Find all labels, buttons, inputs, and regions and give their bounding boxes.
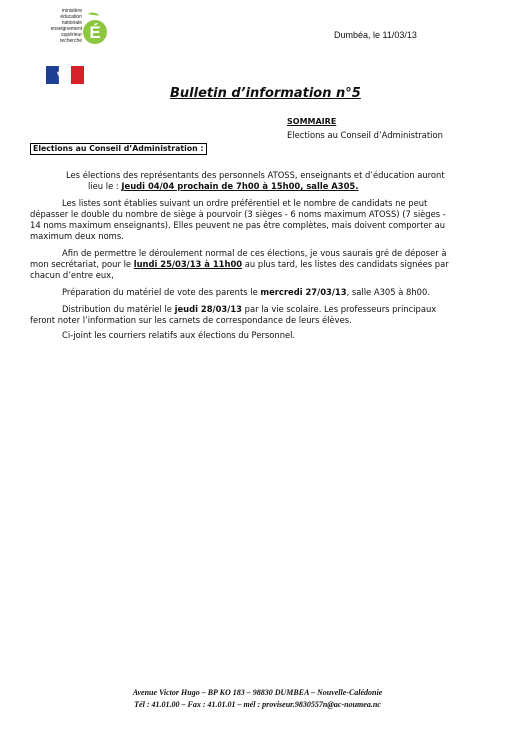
- body-line: Les listes sont établies suivant un ordre préférentiel et le nombre de candidats ne peut: [62, 198, 428, 208]
- sommaire-item: Elections au Conseil d’Administration: [287, 130, 443, 140]
- ministry-line: ministère: [61, 8, 82, 14]
- body-line: feront noter l’information sur les carnets de correspondance de leurs élèves.: [30, 315, 352, 325]
- ministry-line: éducation: [60, 14, 82, 20]
- logo-letter: É: [89, 23, 101, 42]
- footer-contact: Tél : 41.01.00 – Fax : 41.01.01 – mél : proviseur.9830557n@ac-noumea.nc: [134, 700, 381, 709]
- ministry-logo: [38, 8, 108, 83]
- body-text: mon secrétariat, pour le: [30, 259, 134, 269]
- body-line: 14 noms maximum enseignants). Elles peuvent ne pas être complètes, mais doivent comporter au: [30, 220, 446, 230]
- republic-flag-icon: [46, 66, 84, 84]
- body-line: [62, 304, 436, 315]
- body-line: [88, 181, 358, 192]
- ministry-text: [38, 8, 82, 44]
- body-line: Afin de permettre le déroulement normal de ces élections, je vous saurais gré de déposer à: [62, 248, 447, 258]
- footer-address: Avenue Victor Hugo – BP KO 183 – 98830 DUMBEA – Nouvelle-Calédonie: [132, 688, 383, 697]
- body-line: Les élections des représentants des personnels ATOSS, enseignants et d’éducation auront: [66, 170, 445, 180]
- body-text: lieu le :: [88, 181, 122, 191]
- body-line: chacun d’entre eux,: [30, 270, 114, 280]
- ministry-line: supérieur: [61, 32, 82, 38]
- date-highlight: jeudi 28/03/13: [174, 304, 242, 314]
- ministry-line: nationale: [61, 20, 82, 26]
- page-title: Bulletin d’information n°5: [170, 86, 361, 101]
- body-line: maximum deux noms.: [30, 231, 124, 241]
- body-line: Ci-joint les courriers relatifs aux élections du Personnel.: [62, 330, 296, 340]
- section-title: Elections au Conseil d’Administration :: [30, 143, 207, 155]
- ministry-line: enseignement: [50, 26, 82, 32]
- sommaire-heading: SOMMAIRE: [287, 117, 337, 126]
- body-text: Préparation du matériel de vote des parents le: [62, 287, 261, 297]
- document-date: Dumbéa, le 11/03/13: [334, 30, 417, 40]
- body-text: Distribution du matériel le: [62, 304, 175, 314]
- education-e-logo-icon: [82, 12, 108, 46]
- body-line: [30, 259, 449, 270]
- body-line: [62, 287, 430, 298]
- deadline-highlight: lundi 25/03/13 à 11h00: [133, 259, 243, 269]
- date-highlight: mercredi 27/03/13: [260, 287, 347, 297]
- vote-date-highlight: Jeudi 04/04 prochain de 7h00 à 15h00, salle A305.: [121, 181, 359, 191]
- body-text: par la vie scolaire. Les professeurs principaux: [241, 304, 437, 314]
- body-text: , salle A305 à 8h00.: [346, 287, 430, 297]
- ministry-line: recherche: [59, 38, 82, 44]
- body-line: dépasser le double du nombre de siège à pourvoir (3 sièges - 6 noms maximum ATOSS) (7 sièges -: [30, 209, 446, 219]
- body-text: au plus tard, les listes des candidats signées par: [242, 259, 449, 269]
